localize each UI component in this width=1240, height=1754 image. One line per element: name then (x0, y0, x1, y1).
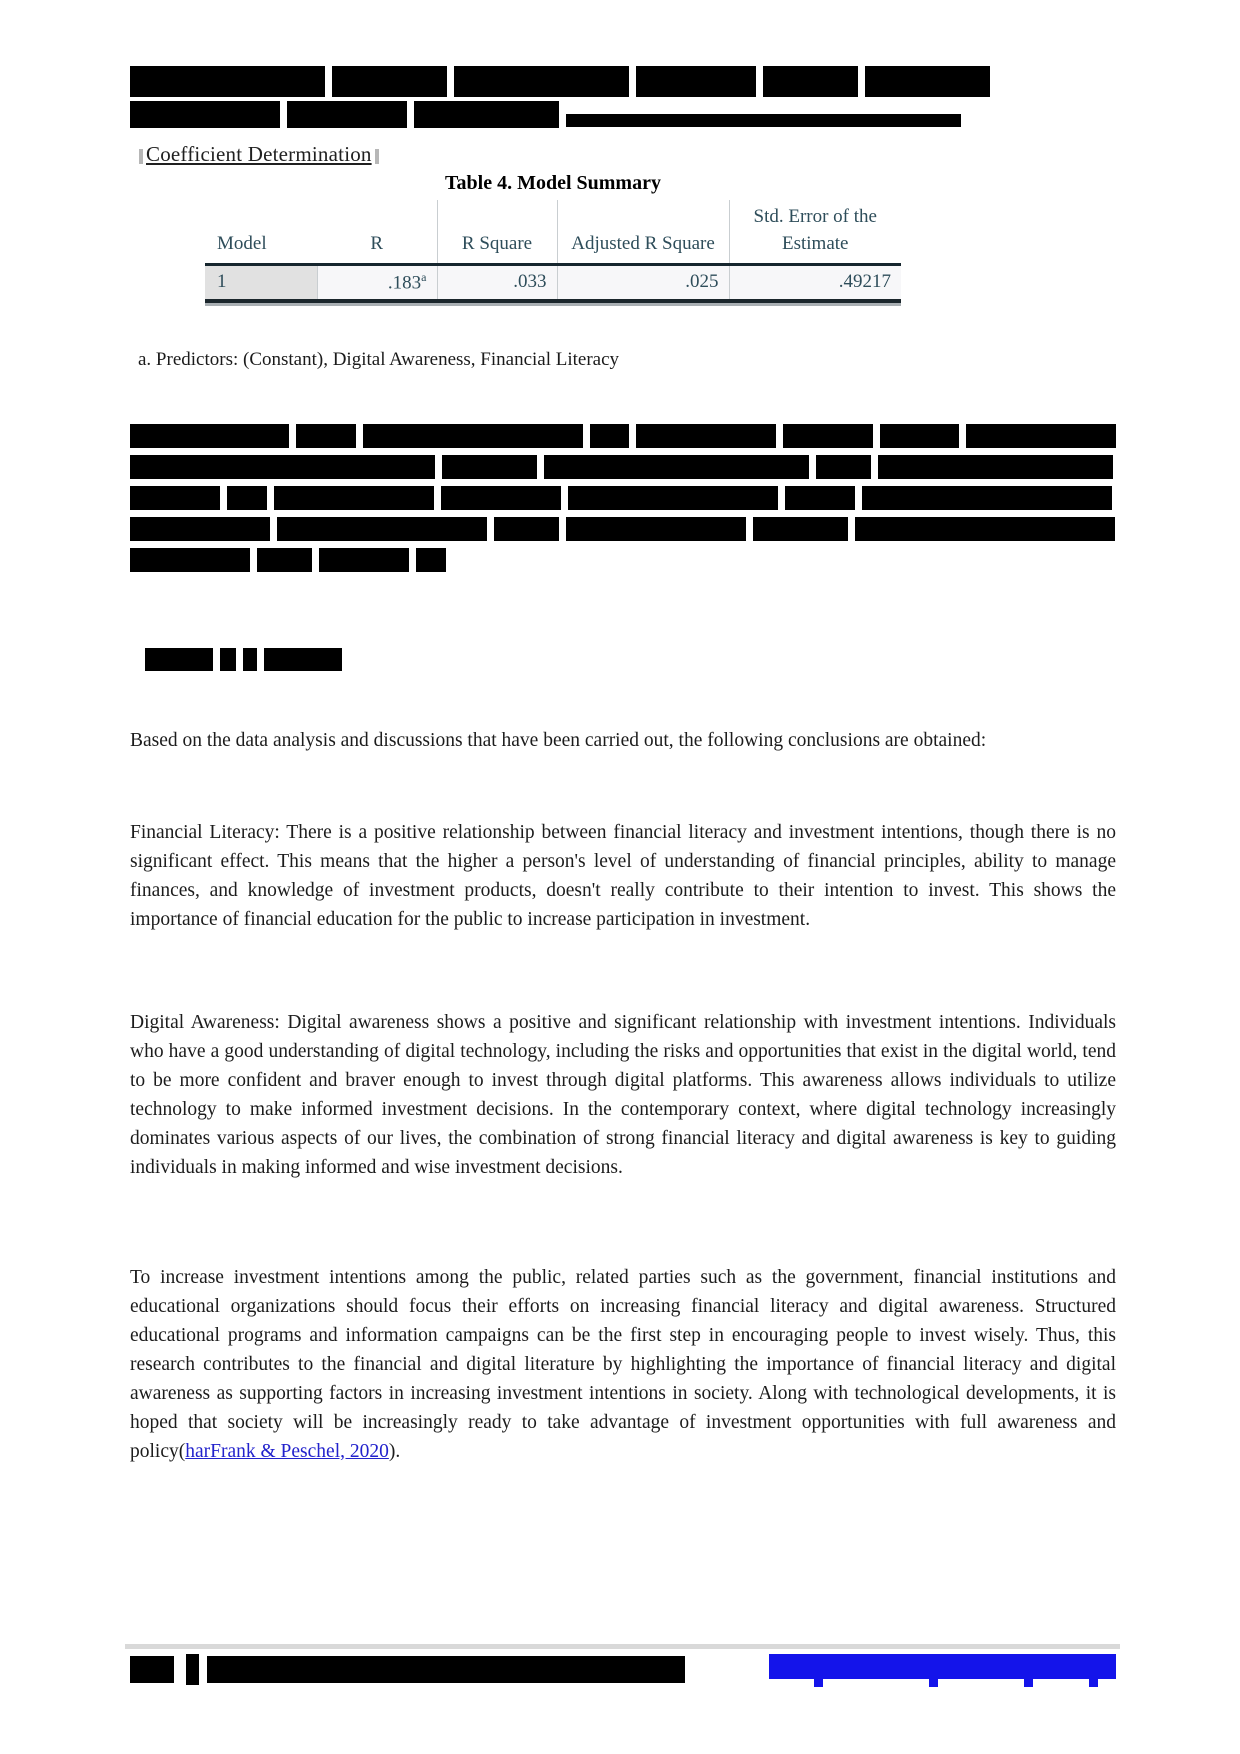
col-header-model: Model (205, 200, 317, 265)
cell-model: 1 (205, 265, 317, 302)
col-header-r-square: R Square (437, 200, 557, 265)
paragraph-intro: Based on the data analysis and discussions that have been carried out, the following conclusions are obtained: (130, 729, 987, 751)
redacted-title-line-1 (130, 66, 1116, 97)
page-footer (130, 1654, 1116, 1688)
revision-mark-icon (139, 149, 143, 164)
redacted-section-heading (145, 648, 342, 671)
table-row (205, 265, 901, 302)
r-value: .183 (387, 272, 422, 294)
col-header-adjusted-r-square: Adjusted R Square (557, 200, 729, 265)
redacted-journal-name (207, 1656, 685, 1683)
redacted-title-line-2 (130, 101, 1116, 128)
section-heading-coefficient-determination (136, 142, 382, 167)
paragraph-recommendation (130, 1263, 1116, 1466)
section-heading-text: Coefficient Determination (146, 142, 372, 166)
paragraph-digital-awareness: Digital Awareness: Digital awareness shows a positive and significant relationship with investment intentions. Individuals who have a good understanding of digital technology, including the risks and opportunities that exist in the digital world, tend to be more confident and braver enough to invest through digital platforms. This awareness allows individuals to utilize technology to make informed investment decisions. In the contemporary context, where digital technology increasingly dominates various aspects of our lives, the combination of strong financial literacy and digital awareness is key to guiding individuals in making informed and wise investment decisions. (130, 1011, 1116, 1178)
footer-separator (186, 1654, 199, 1685)
table-header-row (205, 200, 901, 265)
table-footnote: a. Predictors: (Constant), Digital Awareness, Financial Literacy (138, 349, 620, 370)
redacted-text-line (130, 424, 1116, 448)
redacted-text-line (130, 455, 1116, 479)
recommendation-text: To increase investment intentions among the public, related parties such as the government, financial institutions and educational organizations should focus their efforts on increasing financial literacy and digital awareness. Structured educational programs and information campaigns can be the first step in encouraging people to invest wisely. Thus, this research contributes to the financial and digital literature by highlighting the importance of financial literacy and digital awareness as supporting factors in increasing investment intentions in society. Along with technological developments, it is hoped that society will be increasingly ready to take advantage of investment opportunities with full awareness and policy( (130, 1266, 1116, 1462)
citation-suffix: ). (388, 1440, 401, 1462)
redacted-text-line (130, 548, 1116, 572)
redacted-text-line (130, 517, 1116, 541)
col-header-std-error: Std. Error of the Estimate (729, 200, 901, 265)
col-header-r: R (317, 200, 437, 265)
revision-mark-icon (375, 149, 379, 164)
cell-std-error: .49217 (729, 265, 901, 302)
footer-divider (125, 1644, 1120, 1649)
table-caption: Table 4. Model Summary (445, 172, 661, 194)
redacted-article-title (130, 66, 1116, 128)
redacted-journal-url-link[interactable] (769, 1654, 1116, 1679)
paragraph-financial-literacy: Financial Literacy: There is a positive relationship between financial literacy and investment intentions, though there is no significant effect. This means that the higher a person's level of understanding of financial principles, ability to manage finances, and knowledge of investment products, doesn't really contribute to their intention to invest. This shows the importance of financial education for the public to increase participation in investment. (130, 821, 1116, 930)
redacted-paragraph (130, 424, 1116, 579)
cell-r-square: .033 (437, 265, 557, 302)
citation-link[interactable]: harFrank & Peschel, 2020 (185, 1440, 389, 1462)
redacted-text-line (130, 486, 1116, 510)
cell-r (317, 265, 437, 302)
r-superscript: a (421, 270, 427, 284)
cell-adjusted-r-square: .025 (557, 265, 729, 302)
redacted-page-number (130, 1656, 174, 1683)
model-summary-table (205, 200, 901, 303)
